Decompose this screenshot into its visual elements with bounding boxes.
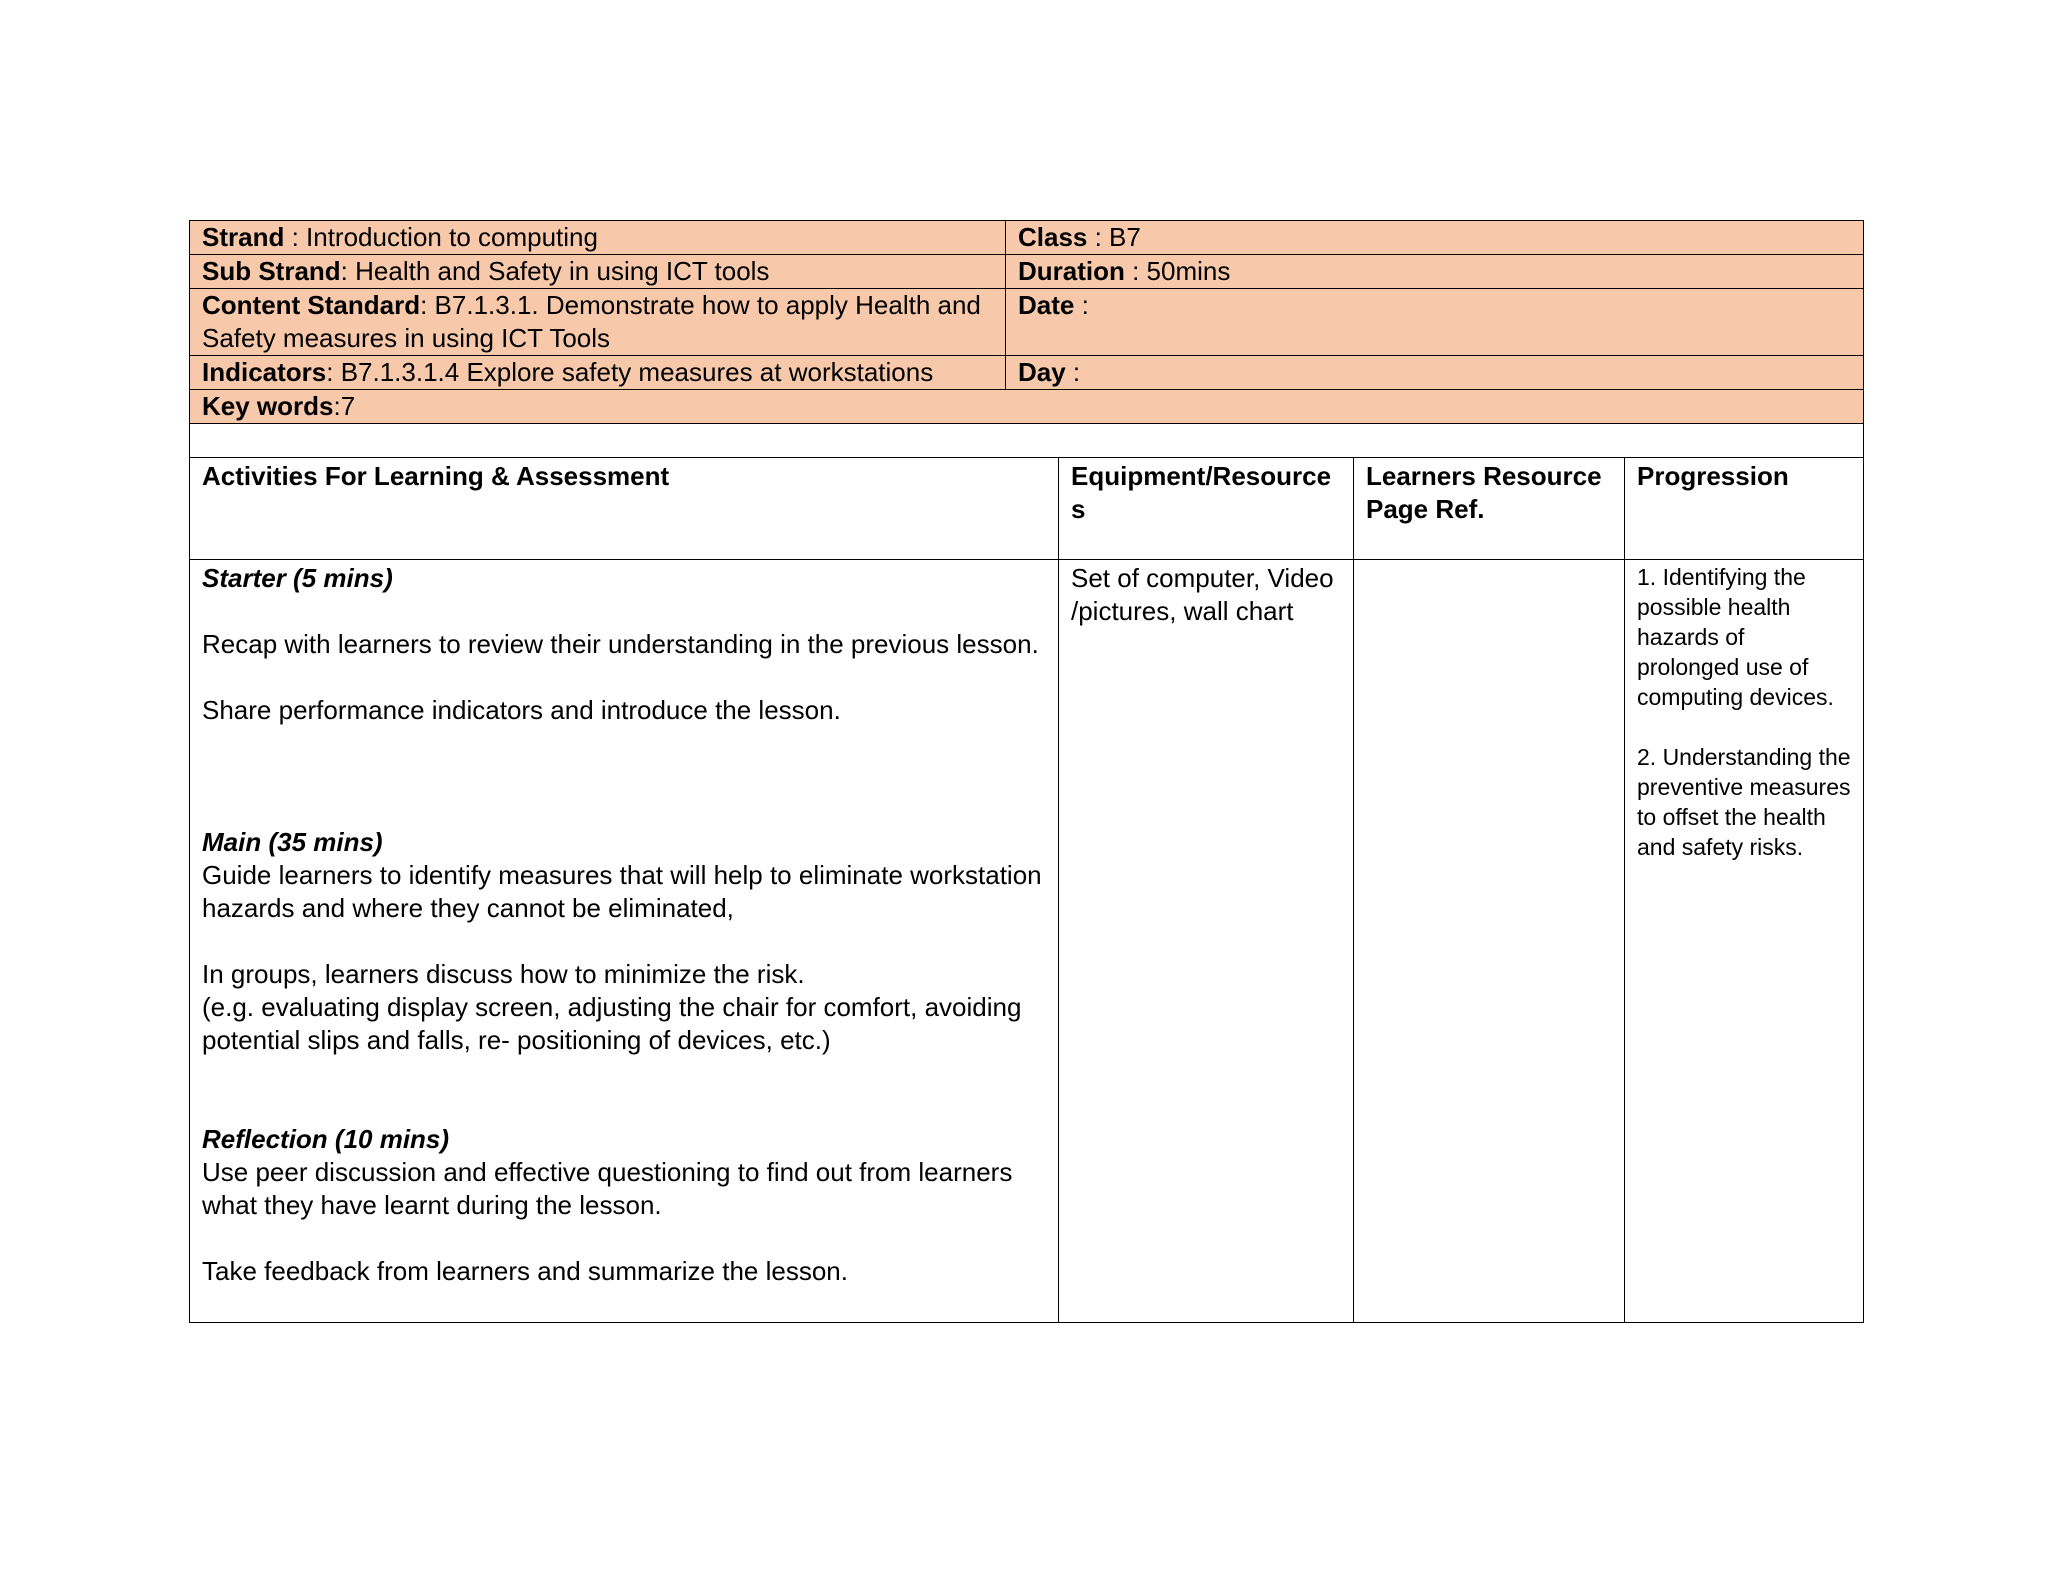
indicators-label: Indicators xyxy=(202,357,327,387)
progression-item-2: 2. Understanding the preventive measures to offset the health and safety risks. xyxy=(1637,744,1851,860)
duration-value: : 50mins xyxy=(1124,256,1231,286)
key-words-value: :7 xyxy=(333,391,356,421)
main-paragraph-2: In groups, learners discuss how to minimize the risk. xyxy=(202,959,805,989)
date-label: Date xyxy=(1018,290,1075,320)
sub-strand-cell xyxy=(190,255,1006,289)
progression-heading: Progression xyxy=(1625,458,1864,560)
day-label: Day xyxy=(1018,357,1066,387)
class-cell xyxy=(1006,221,1864,255)
sub-strand-row xyxy=(190,255,1864,289)
lesson-body-row xyxy=(190,560,1864,1323)
indicators-cell xyxy=(190,356,1006,390)
strand-cell xyxy=(190,221,1006,255)
column-header-row xyxy=(190,458,1864,560)
class-value: : B7 xyxy=(1087,222,1141,252)
strand-label: Strand xyxy=(202,222,285,252)
main-paragraph-3: (e.g. evaluating display screen, adjusting the chair for comfort, avoiding potential slips and falls, re- positioning of devices, etc.) xyxy=(202,992,1022,1055)
date-cell xyxy=(1006,289,1864,356)
main-paragraph-1: Guide learners to identify measures that will help to eliminate workstation hazards and where they cannot be eliminated, xyxy=(202,860,1042,923)
strand-row xyxy=(190,221,1864,255)
learners-ref-heading: Learners Resource Page Ref. xyxy=(1354,458,1625,560)
starter-title: Starter (5 mins) xyxy=(202,563,393,593)
reflection-title: Reflection (10 mins) xyxy=(202,1124,450,1154)
activities-cell xyxy=(190,560,1059,1323)
main-title: Main (35 mins) xyxy=(202,827,383,857)
sub-strand-label: Sub Strand xyxy=(202,256,341,286)
indicators-row xyxy=(190,356,1864,390)
sub-strand-value: : Health and Safety in using ICT tools xyxy=(340,256,770,286)
duration-label: Duration xyxy=(1018,256,1125,286)
lesson-plan-table xyxy=(189,220,1864,1323)
spacer-cell xyxy=(190,424,1864,458)
equipment-cell: Set of computer, Video /pictures, wall chart xyxy=(1059,560,1354,1323)
activities-heading: Activities For Learning & Assessment xyxy=(190,458,1059,560)
class-label: Class xyxy=(1018,222,1088,252)
content-standard-label: Content Standard xyxy=(202,290,421,320)
key-words-label: Key words xyxy=(202,391,334,421)
progression-item-1: 1. Identifying the possible health hazards of prolonged use of computing devices. xyxy=(1637,564,1834,710)
starter-paragraph-1: Recap with learners to review their understanding in the previous lesson. xyxy=(202,629,1039,659)
lesson-plan-page xyxy=(189,220,1863,1323)
reflection-paragraph-2: Take feedback from learners and summarize the lesson. xyxy=(202,1256,848,1286)
equipment-heading: Equipment/Resources xyxy=(1059,458,1354,560)
date-value: : xyxy=(1074,290,1089,320)
duration-cell xyxy=(1006,255,1864,289)
key-words-cell xyxy=(190,390,1864,424)
progression-cell xyxy=(1625,560,1864,1323)
key-words-row xyxy=(190,390,1864,424)
day-cell xyxy=(1006,356,1864,390)
content-standard-value: : B7.1.3.1. Demonstrate how to apply Health and Safety measures in using ICT Tools xyxy=(202,290,981,353)
content-standard-cell xyxy=(190,289,1006,356)
spacer-row xyxy=(190,424,1864,458)
strand-value: : Introduction to computing xyxy=(284,222,598,252)
reflection-paragraph-1: Use peer discussion and effective questioning to find out from learners what they have learnt during the lesson. xyxy=(202,1157,1013,1220)
indicators-value: : B7.1.3.1.4 Explore safety measures at workstations xyxy=(326,357,934,387)
day-value: : xyxy=(1065,357,1081,387)
starter-paragraph-2: Share performance indicators and introduce the lesson. xyxy=(202,695,841,725)
learners-ref-cell xyxy=(1354,560,1625,1323)
content-standard-row xyxy=(190,289,1864,356)
